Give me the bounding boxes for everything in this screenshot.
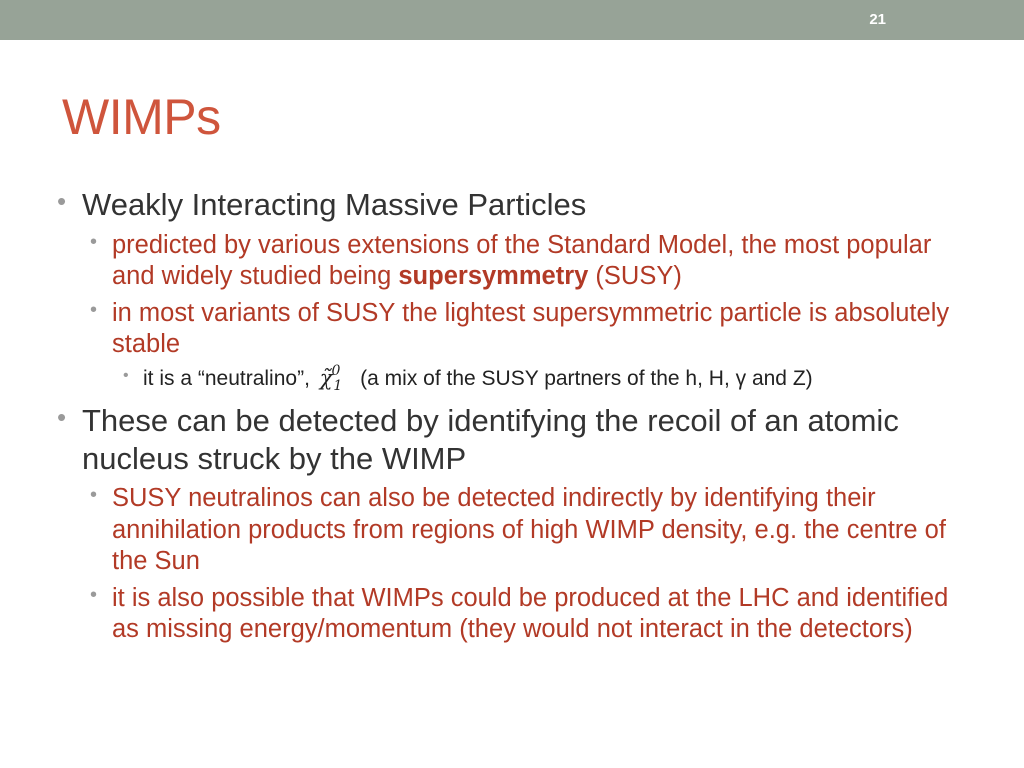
bullet-level1: [57, 401, 962, 478]
slide-number: 21: [869, 11, 886, 28]
bullet-dot-icon: •: [90, 484, 98, 507]
slide-body: [0, 186, 1024, 645]
bullet-dot-icon: •: [57, 186, 67, 216]
neutralino-symbol: [319, 363, 351, 395]
neutralino-superscript: 0: [331, 363, 341, 380]
bullet-text: it is also possible that WIMPs could be produced at the LHC and identified as missing energy/momentum (they would not interact in the detectors): [112, 583, 949, 643]
bullet-dot-icon: •: [57, 401, 67, 432]
bullet-level2: [90, 230, 962, 292]
bold-term: supersymmetry: [398, 261, 589, 290]
bullet-level1: [57, 186, 962, 224]
bullet-text: in most variants of SUSY the lightest supersymmetric particle is absolutely stable: [112, 299, 950, 359]
bullet-dot-icon: •: [90, 230, 98, 253]
bullet-text: predicted by various extensions of the Standard Model, the most popular and widely studied being: [112, 230, 932, 290]
bullet-level3: [123, 363, 963, 395]
bullet-dot-icon: •: [90, 583, 98, 606]
header-bar: [0, 0, 1024, 40]
bullet-text: Weakly Interacting Massive Particles: [82, 187, 587, 222]
bullet-text-tail: (SUSY): [588, 261, 682, 290]
slide-title: WIMPs: [62, 89, 221, 145]
bullet-level2: [90, 583, 962, 645]
bullet-level2: [90, 483, 962, 576]
neutralino-chi: χ̃: [319, 366, 333, 391]
bullet-text-tail: (a mix of the SUSY partners of the h, H, γ and Z): [360, 367, 813, 391]
neutralino-subscript: 1: [333, 378, 343, 395]
bullet-text: SUSY neutralinos can also be detected indirectly by identifying their annihilation products from regions of high WIMP density, e.g. the centre of the Sun: [112, 484, 946, 575]
bullet-level2: [90, 298, 962, 360]
bullet-dot-icon: •: [123, 367, 129, 385]
bullet-dot-icon: •: [90, 299, 98, 322]
bullet-text: These can be detected by identifying the recoil of an atomic nucleus struck by the WIMP: [82, 402, 899, 476]
bullet-text: it is a “neutralino”,: [143, 367, 310, 391]
